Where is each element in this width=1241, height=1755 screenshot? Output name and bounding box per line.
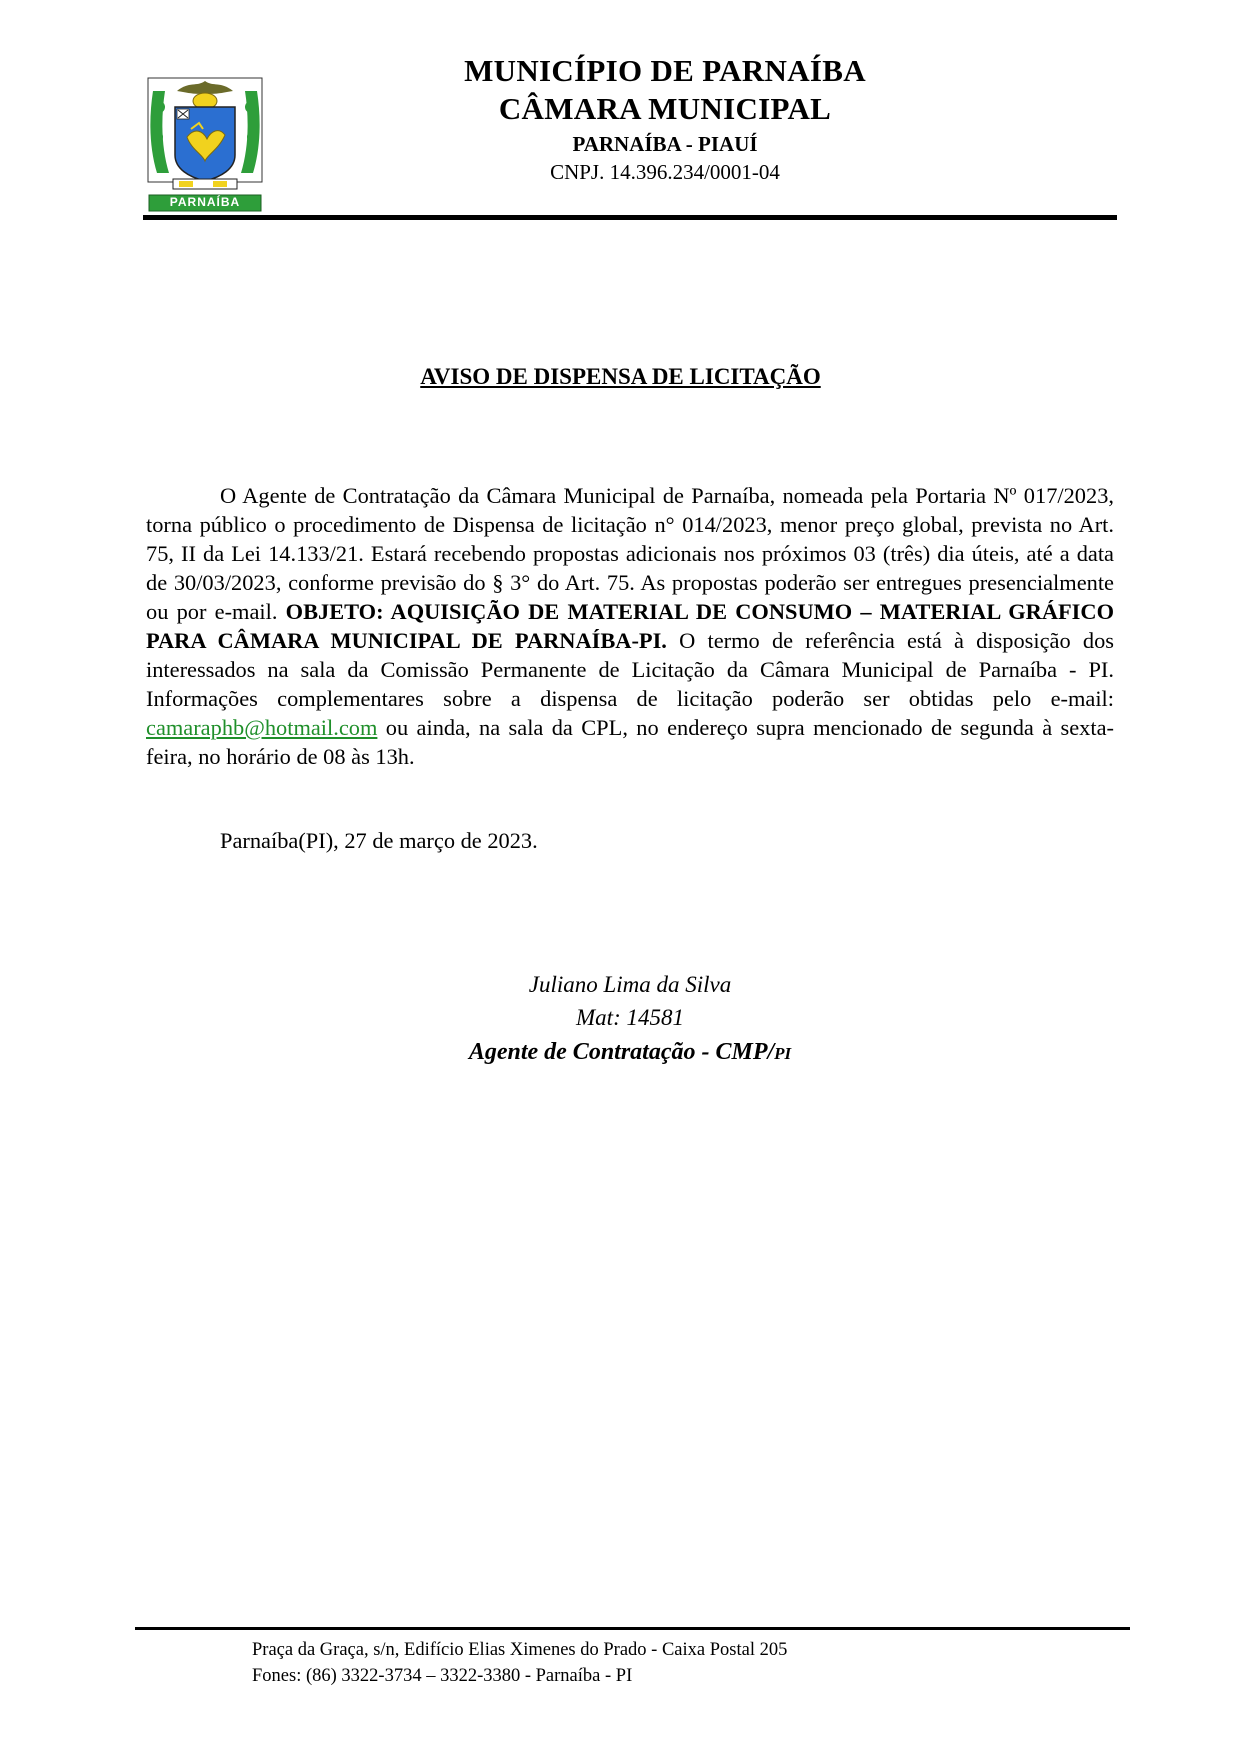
notice-title: AVISO DE DISPENSA DE LICITAÇÃO (420, 364, 821, 389)
signatory-name: Juliano Lima da Silva (528, 972, 732, 997)
city-state: PARNAÍBA - PIAUÍ (572, 132, 758, 156)
cnpj: CNPJ. 14.396.234/0001-04 (550, 160, 780, 184)
signatory-role-suffix: PI (774, 1044, 792, 1063)
footer-phones: Fones: (86) 3322-3734 – 3322-3380 - Parnaíba - PI (252, 1666, 633, 1686)
email-link[interactable]: camaraphb@hotmail.com (146, 715, 378, 740)
signature-block (380, 968, 880, 1072)
letterhead (420, 52, 910, 186)
coat-of-arms-banner-text: PARNAÍBA (169, 195, 241, 209)
municipality-name: MUNICÍPIO DE PARNAÍBA (464, 53, 866, 88)
signatory-registration: Mat: 14581 (576, 1005, 684, 1030)
chamber-name: CÂMARA MUNICIPAL (498, 91, 832, 126)
body-paragraph-closing: ou ainda, na sala da CPL, no endereço supra mencionado de segunda à sexta-feira, no horário de 08 às 13h. (146, 715, 1114, 769)
footer (252, 1637, 787, 1689)
body-paragraph-reference: O termo de referência está à disposição dos interessados na sala da Comissão Permanente de Licitação da Câmara Municipal de Parnaíba - PI. Informações complementares sobre a dispensa de licitação poderão ser obtidas pelo e-mail: (146, 628, 1114, 711)
document-date: Parnaíba(PI), 27 de março de 2023. (220, 828, 538, 853)
notice-body (146, 481, 1114, 771)
body-paragraph-intro: O Agente de Contratação da Câmara Municipal de Parnaíba, nomeada pela Portaria Nº 017/2023, torna público o procedimento de Dispensa de licitação n° 014/2023, menor preço global, prevista no Art. 75, II da Lei 14.133/21. Estará recebendo propostas adicionais nos próximos 03 (três) dia úteis, até a data de 30/03/2023, conforme previsão do § 3° do Art. 75. As propostas poderão ser entregues presencialmente ou por e-mail. (146, 483, 1114, 624)
footer-divider (135, 1627, 1130, 1630)
footer-address: Praça da Graça, s/n, Edifício Elias Ximenes do Prado - Caixa Postal 205 (252, 1640, 788, 1660)
coat-of-arms-logo (147, 77, 263, 217)
object-statement: OBJETO: AQUISIÇÃO DE MATERIAL DE CONSUMO – MATERIAL GRÁFICO PARA CÂMARA MUNICIPAL DE PARNAÍBA-PI. (146, 599, 1114, 653)
signatory-role (380, 1034, 880, 1072)
signatory-role-text: Agente de Contratação - CMP/ (468, 1039, 775, 1065)
header-divider (143, 215, 1117, 220)
